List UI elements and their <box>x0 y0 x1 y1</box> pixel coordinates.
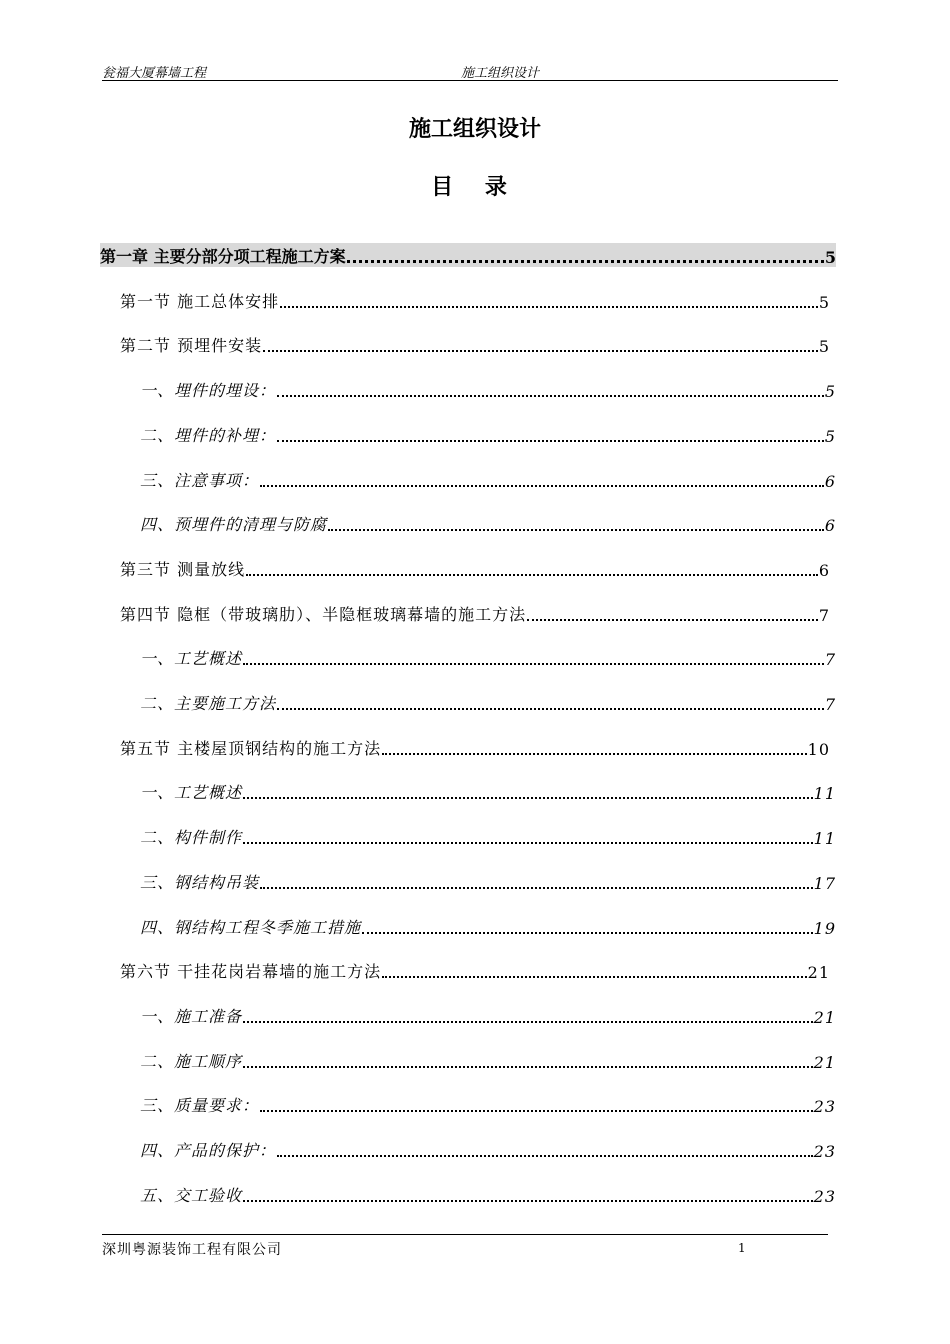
toc-entry[interactable] <box>140 690 836 714</box>
toc-entry-page: 7 <box>818 606 830 625</box>
toc-leader-dots <box>260 484 824 487</box>
toc-entry-page: 6 <box>824 516 836 535</box>
toc-entry-page: 21 <box>813 1008 836 1027</box>
header-project-name: 瓮福大厦幕墙工程 <box>102 66 207 81</box>
toc-entry-label: 五、交工验收 <box>140 1186 243 1205</box>
toc-leader-dots <box>260 886 813 889</box>
toc-entry-page: 6 <box>824 472 836 491</box>
toc-leader-dots <box>263 349 818 352</box>
toc-entry[interactable] <box>100 243 836 267</box>
toc-entry-page: 23 <box>813 1142 836 1161</box>
document-title: 施工组织设计 <box>408 116 541 142</box>
toc-entry-page: 10 <box>807 740 830 759</box>
toc-entry[interactable] <box>140 914 836 938</box>
toc-leader-dots <box>243 796 813 799</box>
toc-entry-page: 11 <box>813 784 836 803</box>
toc-leader-dots <box>243 1020 813 1023</box>
toc-entry[interactable] <box>120 332 830 356</box>
toc-entry-label: 一、埋件的埋设： <box>140 381 277 400</box>
toc-entry-page: 23 <box>813 1187 836 1206</box>
toc-entry-page: 11 <box>813 829 836 848</box>
page-footer <box>102 1234 828 1258</box>
toc-leader-dots <box>347 259 824 263</box>
toc-entry-label: 第四节 隐框（带玻璃肋）、半隐框玻璃幕墙的施工方法 <box>120 605 527 624</box>
toc-entry-page: 7 <box>824 650 836 669</box>
toc-entry[interactable] <box>140 377 836 401</box>
toc-entry-label: 四、钢结构工程冬季施工措施 <box>140 918 362 937</box>
toc-entry-page: 5 <box>824 248 836 267</box>
toc-entry[interactable] <box>140 824 836 848</box>
toc-entry-page: 23 <box>813 1097 836 1116</box>
toc-entry-page: 21 <box>813 1053 836 1072</box>
page-header <box>102 62 838 81</box>
toc-entry[interactable] <box>140 1003 836 1027</box>
toc-entry-page: 6 <box>818 561 830 580</box>
toc-entry[interactable] <box>140 1092 836 1116</box>
toc-entry[interactable] <box>140 1137 836 1161</box>
toc-entry-label: 二、施工顺序 <box>140 1052 243 1071</box>
toc-leader-dots <box>382 975 807 978</box>
toc-entry-label: 三、注意事项： <box>140 471 260 490</box>
toc-entry-label: 第一章 主要分部分项工程施工方案 <box>100 247 346 266</box>
toc-entry-page: 5 <box>824 427 836 446</box>
toc-entry[interactable] <box>120 556 830 580</box>
toc-leader-dots <box>362 931 813 934</box>
toc-entry[interactable] <box>140 1048 836 1072</box>
toc-entry-label: 二、构件制作 <box>140 828 243 847</box>
toc-entry[interactable] <box>140 511 836 535</box>
toc-title: 目 录 <box>431 174 519 200</box>
header-doc-name: 施工组织设计 <box>461 66 540 81</box>
toc-leader-dots <box>277 707 824 710</box>
toc-entry-page: 17 <box>813 874 836 893</box>
toc-entry[interactable] <box>140 422 836 446</box>
footer-page-number: 1 <box>738 1241 746 1255</box>
toc-entry[interactable] <box>120 288 830 312</box>
toc-entry[interactable] <box>140 779 836 803</box>
toc-entry-label: 第六节 干挂花岗岩幕墙的施工方法 <box>120 962 382 981</box>
toc-entry-label: 一、工艺概述 <box>140 783 243 802</box>
toc-leader-dots <box>382 752 807 755</box>
toc-entry-label: 一、工艺概述 <box>140 649 243 668</box>
toc-entry[interactable] <box>140 1182 836 1206</box>
toc-entry-label: 第五节 主楼屋顶钢结构的施工方法 <box>120 739 382 758</box>
toc-leader-dots <box>243 1199 813 1202</box>
toc-entry[interactable] <box>140 645 836 669</box>
toc-entry-label: 二、主要施工方法 <box>140 694 277 713</box>
toc-leader-dots <box>277 439 824 442</box>
toc-entry-label: 第一节 施工总体安排 <box>120 292 280 311</box>
toc-entry[interactable] <box>120 958 830 982</box>
toc-entry-page: 21 <box>807 963 830 982</box>
toc-entry[interactable] <box>140 467 836 491</box>
toc-entry-page: 5 <box>824 382 836 401</box>
toc-entry-page: 7 <box>824 695 836 714</box>
toc-leader-dots <box>246 573 818 576</box>
toc-entry-label: 第三节 测量放线 <box>120 560 246 579</box>
toc-leader-dots <box>243 1065 813 1068</box>
toc-leader-dots <box>243 841 813 844</box>
toc-leader-dots <box>277 1154 813 1157</box>
toc-entry-page: 5 <box>818 337 830 356</box>
toc-entry-page: 19 <box>813 919 836 938</box>
toc-leader-dots <box>277 394 824 397</box>
toc-entry-label: 四、预埋件的清理与防腐 <box>140 515 328 534</box>
toc-entry-label: 一、施工准备 <box>140 1007 243 1026</box>
toc-leader-dots <box>328 528 824 531</box>
toc-leader-dots <box>280 305 818 308</box>
toc-entry-label: 二、埋件的补埋： <box>140 426 277 445</box>
toc-leader-dots <box>260 1109 813 1112</box>
footer-company: 深圳粤源装饰工程有限公司 <box>102 1242 282 1258</box>
toc-leader-dots <box>527 618 818 621</box>
toc-entry-page: 5 <box>818 293 830 312</box>
toc-leader-dots <box>243 662 824 665</box>
toc-entry-label: 第二节 预埋件安装 <box>120 336 263 355</box>
toc-entry[interactable] <box>120 735 830 759</box>
toc-entry-label: 四、产品的保护： <box>140 1141 277 1160</box>
toc-entry-label: 三、钢结构吊装 <box>140 873 260 892</box>
toc-entry[interactable] <box>120 601 830 625</box>
toc-entry-label: 三、质量要求： <box>140 1096 260 1115</box>
toc-entry[interactable] <box>140 869 836 893</box>
